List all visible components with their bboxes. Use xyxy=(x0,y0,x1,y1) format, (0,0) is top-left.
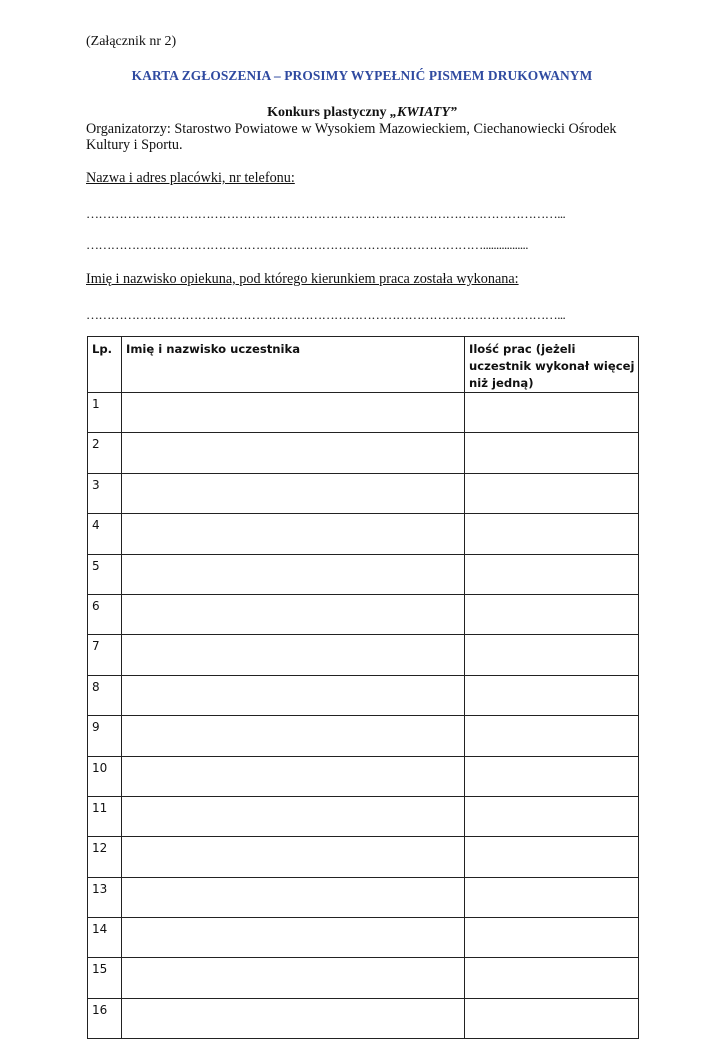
row-number: 7 xyxy=(88,635,122,675)
table-row xyxy=(88,958,639,998)
row-number: 15 xyxy=(88,958,122,998)
table-row xyxy=(88,756,639,796)
works-count-cell[interactable] xyxy=(465,998,639,1038)
works-count-cell[interactable] xyxy=(465,958,639,998)
row-number: 11 xyxy=(88,796,122,836)
institution-label: Nazwa i adres placówki, nr telefonu: xyxy=(86,170,295,186)
works-count-cell[interactable] xyxy=(465,756,639,796)
row-number: 9 xyxy=(88,716,122,756)
organizers-text: Organizatorzy: Starostwo Powiatowe w Wysokiem Mazowieckiem, Ciechanowiecki Ośrodek Kultury i Sportu. xyxy=(86,121,617,153)
institution-field-line-2[interactable]: ……………………………………………………………………………………................. xyxy=(86,237,528,252)
participant-name-cell[interactable] xyxy=(122,594,465,634)
table-row xyxy=(88,594,639,634)
participant-name-cell[interactable] xyxy=(122,473,465,513)
participant-name-cell[interactable] xyxy=(122,635,465,675)
header-lp: Lp. xyxy=(88,337,122,393)
participant-name-cell[interactable] xyxy=(122,796,465,836)
participant-name-cell[interactable] xyxy=(122,675,465,715)
contest-prefix: Konkurs plastyczny xyxy=(267,105,390,120)
table-row xyxy=(88,635,639,675)
works-count-cell[interactable] xyxy=(465,918,639,958)
participant-name-cell[interactable] xyxy=(122,554,465,594)
works-count-cell[interactable] xyxy=(465,837,639,877)
participant-name-cell[interactable] xyxy=(122,716,465,756)
header-works-count: Ilość prac (jeżeli uczestnik wykonał więcej niż jedną) xyxy=(465,337,639,393)
works-count-cell[interactable] xyxy=(465,877,639,917)
works-count-cell[interactable] xyxy=(465,716,639,756)
works-count-cell[interactable] xyxy=(465,675,639,715)
form-title: KARTA ZGŁOSZENIA – PROSIMY WYPEŁNIĆ PISMEM DRUKOWANYM xyxy=(131,68,593,83)
participant-name-cell[interactable] xyxy=(122,918,465,958)
contest-heading xyxy=(0,105,724,121)
table-row xyxy=(88,998,639,1038)
row-number: 3 xyxy=(88,473,122,513)
table-row xyxy=(88,837,639,877)
table-header-row xyxy=(88,337,639,393)
header-participant-name: Imię i nazwisko uczestnika xyxy=(122,337,465,393)
participant-name-cell[interactable] xyxy=(122,998,465,1038)
row-number: 13 xyxy=(88,877,122,917)
table-row xyxy=(88,918,639,958)
row-number: 6 xyxy=(88,594,122,634)
participant-name-cell[interactable] xyxy=(122,756,465,796)
contest-name: „KWIATY” xyxy=(390,105,457,120)
institution-field-line-1[interactable]: ……………………………………………………………………………………………………... xyxy=(86,206,566,221)
guardian-field-line[interactable]: ……………………………………………………………………………………………………... xyxy=(86,307,566,322)
works-count-cell[interactable] xyxy=(465,796,639,836)
participants-table xyxy=(87,336,639,1039)
annex-label: (Załącznik nr 2) xyxy=(86,34,177,49)
table-row xyxy=(88,473,639,513)
row-number: 5 xyxy=(88,554,122,594)
works-count-cell[interactable] xyxy=(465,433,639,473)
table-row xyxy=(88,393,639,433)
participant-name-cell[interactable] xyxy=(122,514,465,554)
row-number: 2 xyxy=(88,433,122,473)
works-count-cell[interactable] xyxy=(465,473,639,513)
row-number: 8 xyxy=(88,675,122,715)
row-number: 12 xyxy=(88,837,122,877)
participant-name-cell[interactable] xyxy=(122,393,465,433)
works-count-cell[interactable] xyxy=(465,393,639,433)
works-count-cell[interactable] xyxy=(465,594,639,634)
table-row xyxy=(88,877,639,917)
table-row xyxy=(88,514,639,554)
row-number: 14 xyxy=(88,918,122,958)
table-row xyxy=(88,716,639,756)
row-number: 1 xyxy=(88,393,122,433)
participant-name-cell[interactable] xyxy=(122,877,465,917)
row-number: 4 xyxy=(88,514,122,554)
table-row xyxy=(88,433,639,473)
participant-name-cell[interactable] xyxy=(122,958,465,998)
participant-name-cell[interactable] xyxy=(122,837,465,877)
table-row xyxy=(88,796,639,836)
participant-name-cell[interactable] xyxy=(122,433,465,473)
works-count-cell[interactable] xyxy=(465,635,639,675)
table-row xyxy=(88,554,639,594)
row-number: 10 xyxy=(88,756,122,796)
works-count-cell[interactable] xyxy=(465,514,639,554)
guardian-label: Imię i nazwisko opiekuna, pod którego kierunkiem praca została wykonana: xyxy=(86,271,519,287)
row-number: 16 xyxy=(88,998,122,1038)
table-row xyxy=(88,675,639,715)
works-count-cell[interactable] xyxy=(465,554,639,594)
